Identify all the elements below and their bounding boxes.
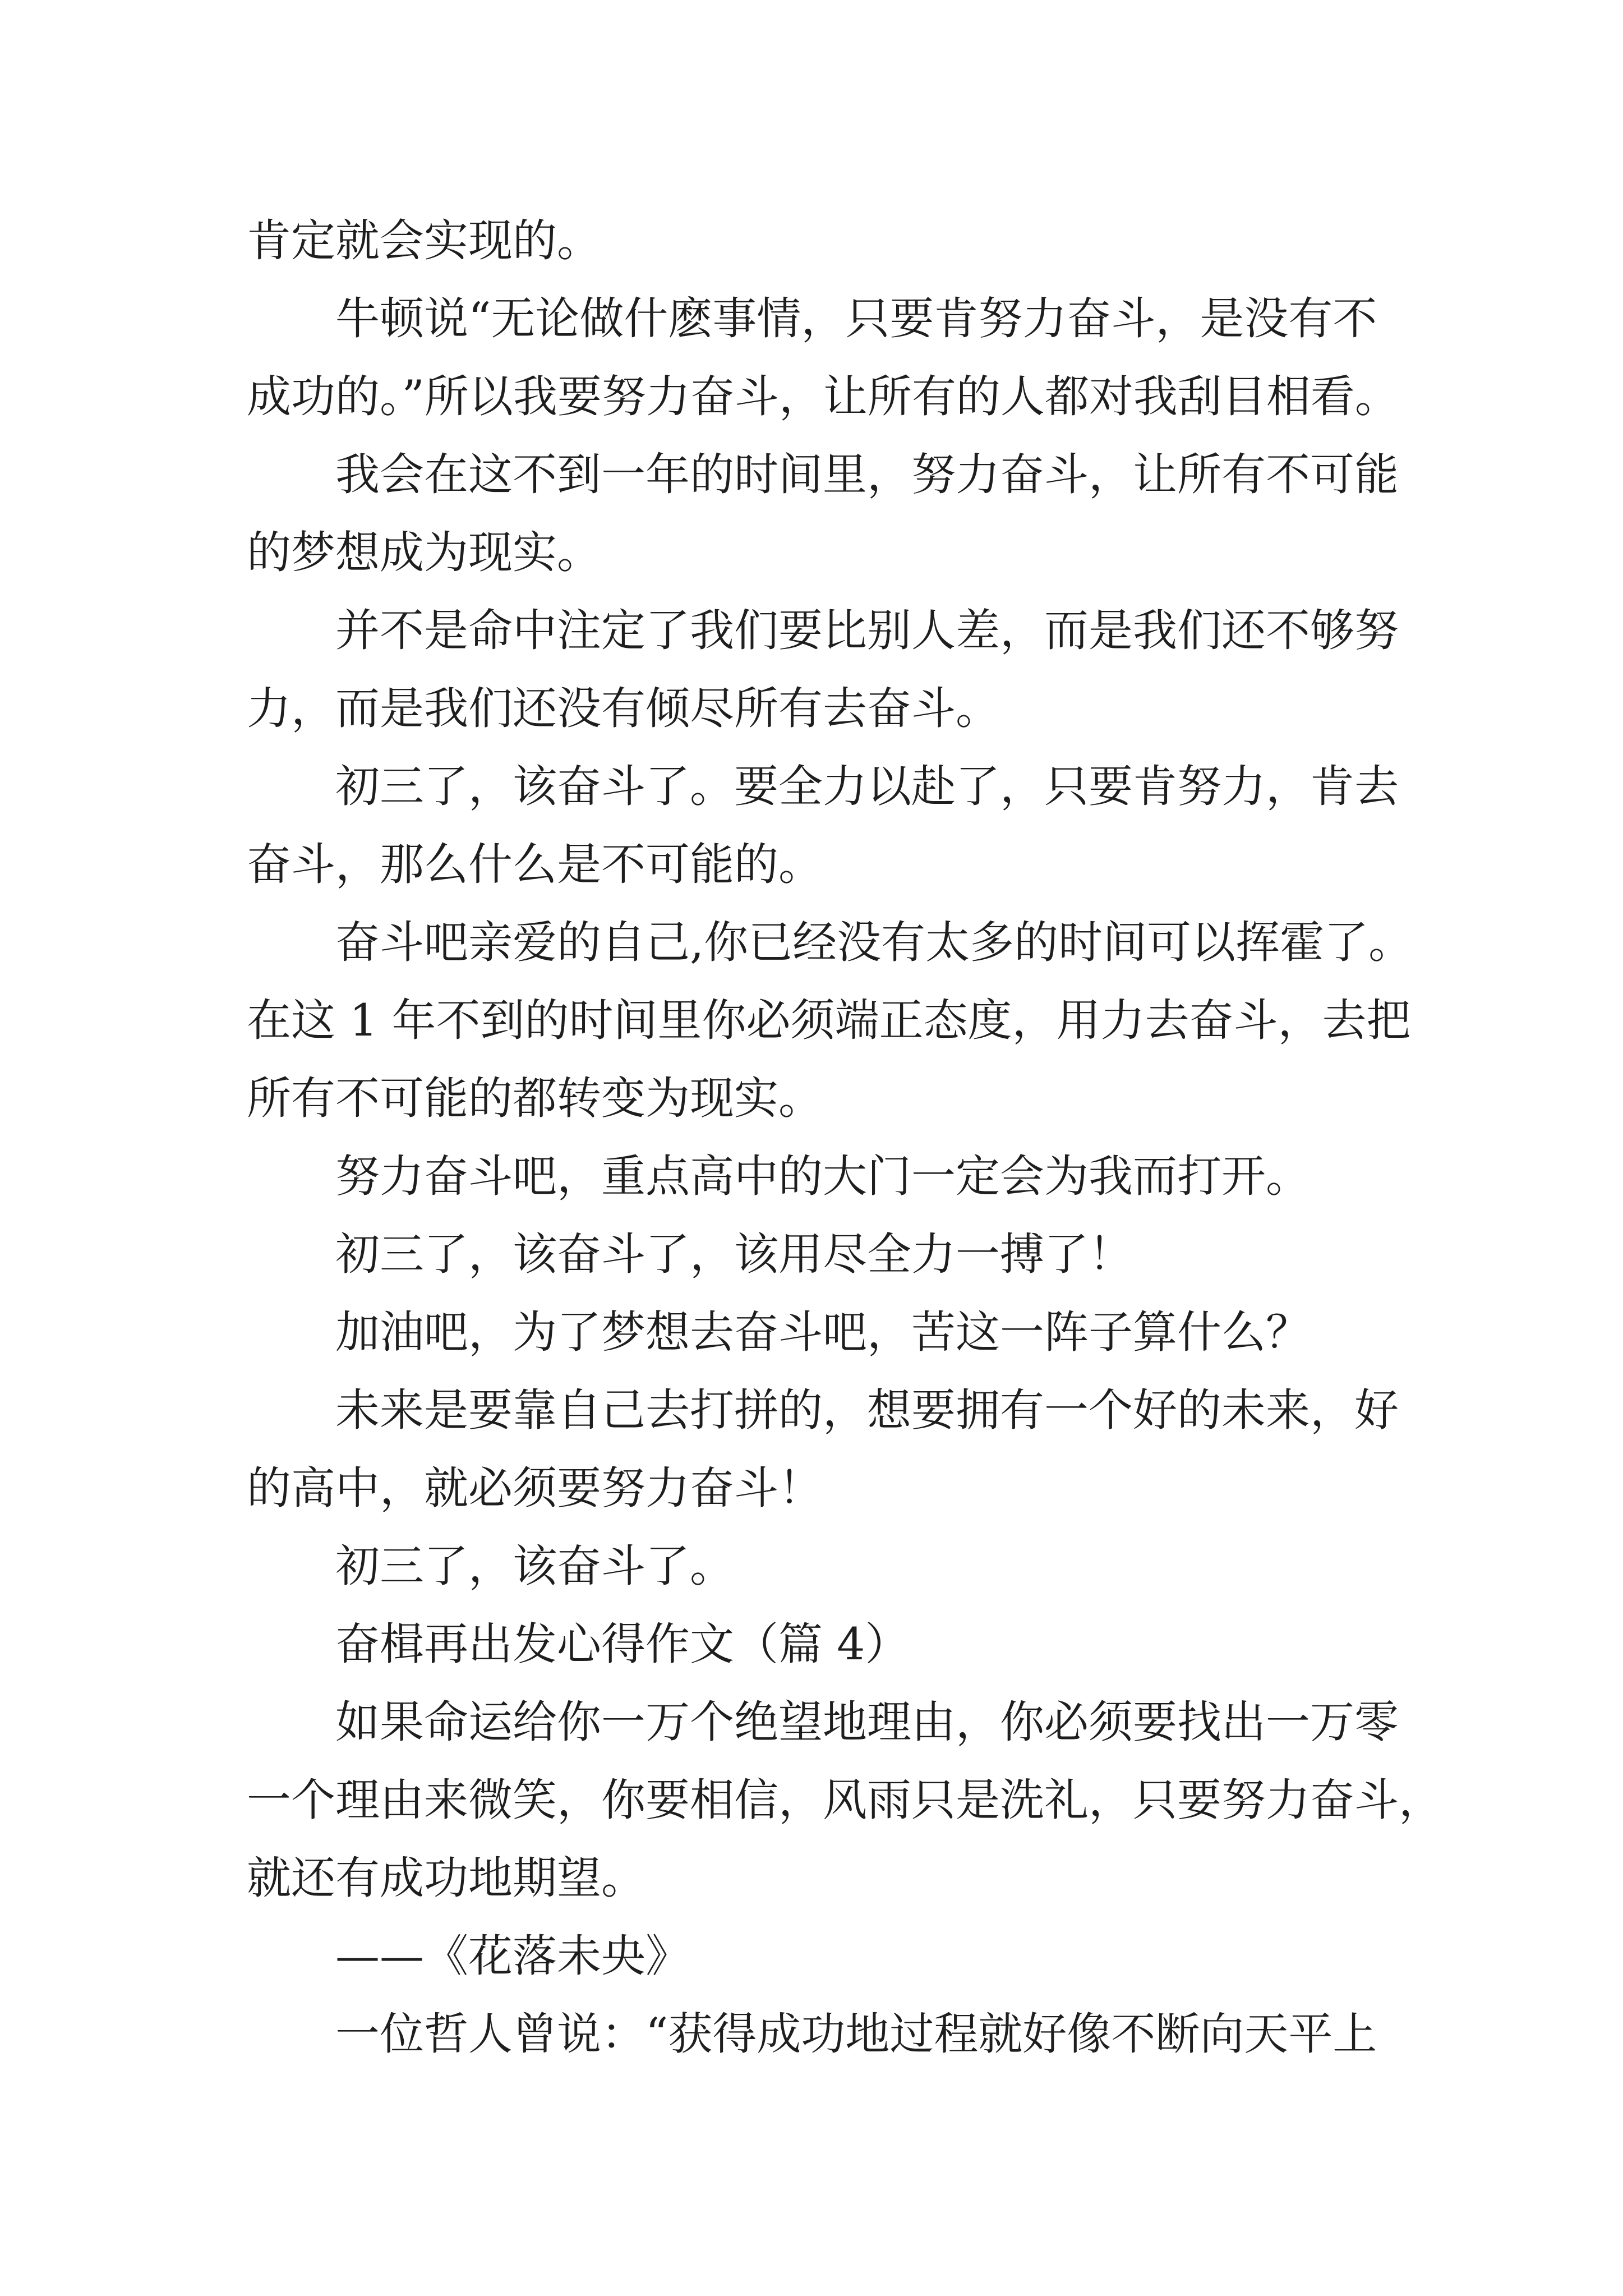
text-line: 的梦想成为现实。 xyxy=(247,527,601,578)
text-line: 奋斗吧亲爱的自己,你已经没有太多的时间可以挥霍了。 xyxy=(335,917,1413,968)
paragraph xyxy=(247,280,1399,436)
section-heading xyxy=(247,1605,1380,1683)
text-line: 初三了，该奋斗了。要全力以赴了，只要肯努力，肯去 xyxy=(335,761,1399,812)
document-page xyxy=(247,202,1443,2073)
text-line: 如果命运给你一万个绝望地理由，你必须要找出一万零 xyxy=(335,1696,1399,1748)
text-line: 奋楫再出发心得作文（篇 4） xyxy=(335,1618,910,1670)
text-line: 在这 1 年不到的时间里你必须端正态度，用力去奋斗，去把 xyxy=(247,995,1411,1046)
paragraph xyxy=(247,1294,1380,1372)
text-line: 加油吧，为了梦想去奋斗吧，苦这一阵子算什么？ xyxy=(335,1306,1310,1358)
paragraph xyxy=(247,1527,1380,1605)
text-line: 就还有成功地期望。 xyxy=(247,1852,645,1904)
text-line: 成功的。”所以我要努力奋斗，让所有的人都对我刮目相看。 xyxy=(247,371,1399,422)
paragraph xyxy=(247,748,1399,904)
paragraph xyxy=(247,436,1399,592)
text-line: ——《花落未央》 xyxy=(335,1930,690,1982)
text-line: 一个理由来微笑，你要相信，风雨只是洗礼，只要努力奋斗， xyxy=(247,1774,1443,1826)
paragraph xyxy=(247,202,1380,280)
paragraph xyxy=(247,904,1413,1138)
text-line: 所有不可能的都转变为现实。 xyxy=(247,1073,823,1124)
paragraph xyxy=(247,592,1399,748)
paragraph xyxy=(247,1995,1380,2073)
text-line: 努力奋斗吧，重点高中的大门一定会为我而打开。 xyxy=(335,1151,1310,1202)
text-line: 一位哲人曾说：“获得成功地过程就好像不断向天平上 xyxy=(335,2008,1377,2060)
text-line: 肯定就会实现的。 xyxy=(247,215,601,266)
text-line: 初三了，该奋斗了，该用尽全力一搏了！ xyxy=(335,1228,1133,1280)
paragraph xyxy=(247,1138,1380,1216)
text-line: 奋斗，那么什么是不可能的。 xyxy=(247,839,823,890)
quote-attribution xyxy=(247,1917,1380,1995)
text-line: 初三了，该奋斗了。 xyxy=(335,1540,734,1592)
paragraph xyxy=(247,1372,1399,1527)
text-line: 牛顿说“无论做什麽事情，只要肯努力奋斗，是没有不 xyxy=(335,293,1377,344)
text-line: 的高中，就必须要努力奋斗！ xyxy=(247,1462,823,1514)
paragraph xyxy=(247,1216,1380,1294)
text-line: 并不是命中注定了我们要比别人差，而是我们还不够努 xyxy=(335,605,1399,656)
text-line: 未来是要靠自己去打拼的，想要拥有一个好的未来，好 xyxy=(335,1384,1399,1436)
text-line: 力，而是我们还没有倾尽所有去奋斗。 xyxy=(247,683,1000,734)
text-line: 我会在这不到一年的时间里，努力奋斗，让所有不可能 xyxy=(335,449,1399,500)
paragraph xyxy=(247,1683,1443,1917)
